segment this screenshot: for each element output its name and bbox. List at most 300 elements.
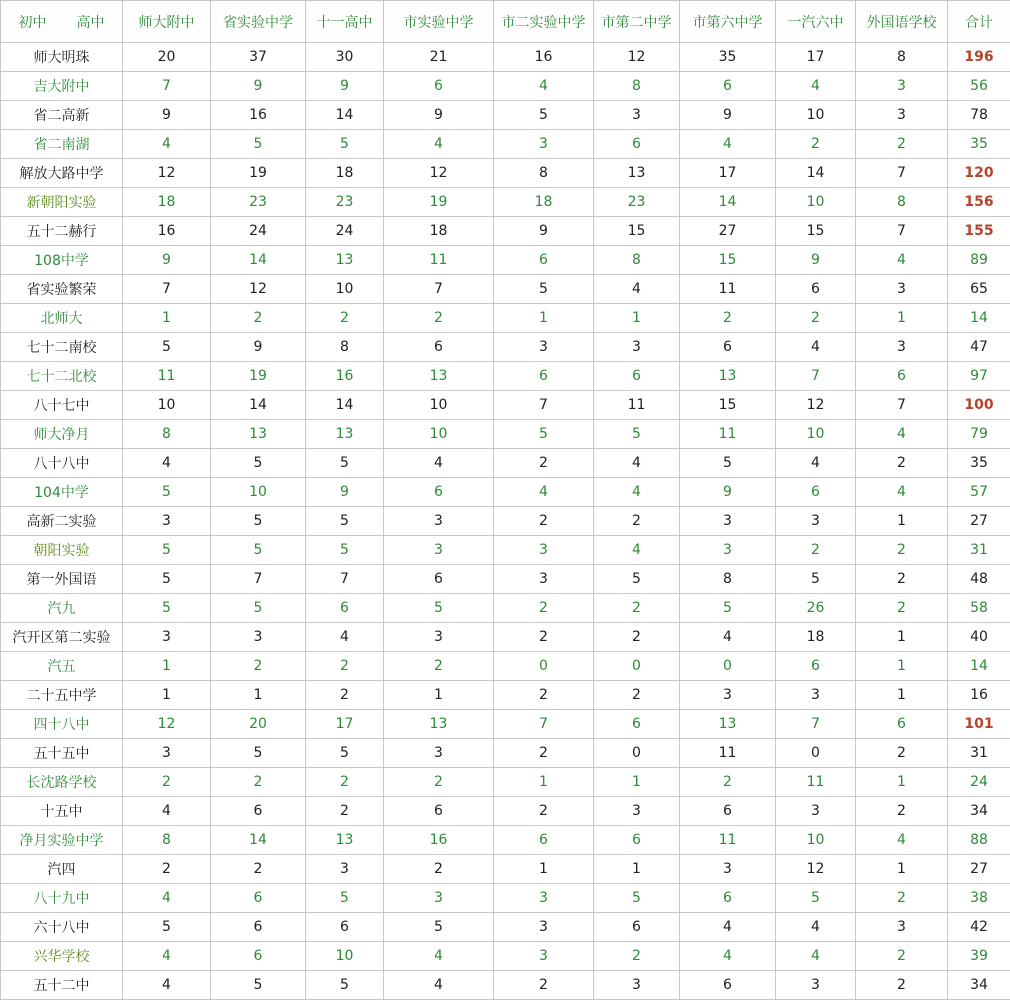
value-cell: 10: [123, 391, 211, 420]
total-cell: 14: [948, 304, 1010, 333]
value-cell: 5: [494, 101, 594, 130]
table-row: [1, 942, 1010, 971]
value-cell: 3: [680, 681, 776, 710]
corner-right-label: 高中: [77, 12, 105, 32]
value-cell: 2: [306, 304, 384, 333]
value-cell: 20: [211, 710, 306, 739]
value-cell: 5: [211, 594, 306, 623]
value-cell: 5: [494, 420, 594, 449]
value-cell: 12: [123, 710, 211, 739]
value-cell: 14: [306, 101, 384, 130]
value-cell: 5: [211, 536, 306, 565]
table-row: [1, 594, 1010, 623]
value-cell: 6: [776, 652, 856, 681]
value-cell: 6: [594, 826, 680, 855]
total-cell: 24: [948, 768, 1010, 797]
table-row: [1, 304, 1010, 333]
value-cell: 9: [494, 217, 594, 246]
value-cell: 7: [494, 710, 594, 739]
value-cell: 6: [594, 913, 680, 942]
column-header: 一汽六中: [776, 1, 856, 43]
value-cell: 5: [384, 913, 494, 942]
value-cell: 8: [594, 72, 680, 101]
value-cell: 15: [776, 217, 856, 246]
value-cell: 5: [123, 333, 211, 362]
value-cell: 7: [776, 710, 856, 739]
value-cell: 3: [211, 623, 306, 652]
value-cell: 5: [594, 420, 680, 449]
value-cell: 3: [494, 565, 594, 594]
value-cell: 8: [594, 246, 680, 275]
value-cell: 8: [123, 826, 211, 855]
school-name-cell: 省实验繁荣: [1, 275, 123, 304]
value-cell: 2: [856, 884, 948, 913]
value-cell: 16: [384, 826, 494, 855]
value-cell: 1: [594, 304, 680, 333]
school-name-cell: 朝阳实验: [1, 536, 123, 565]
table-row: [1, 275, 1010, 304]
value-cell: 5: [306, 130, 384, 159]
value-cell: 14: [776, 159, 856, 188]
value-cell: 3: [306, 855, 384, 884]
value-cell: 14: [680, 188, 776, 217]
value-cell: 2: [856, 565, 948, 594]
column-header: 十一高中: [306, 1, 384, 43]
value-cell: 24: [306, 217, 384, 246]
table-row: [1, 710, 1010, 739]
value-cell: 18: [776, 623, 856, 652]
value-cell: 5: [594, 884, 680, 913]
value-cell: 0: [494, 652, 594, 681]
total-cell: 58: [948, 594, 1010, 623]
value-cell: 10: [211, 478, 306, 507]
total-cell: 34: [948, 797, 1010, 826]
value-cell: 1: [856, 681, 948, 710]
value-cell: 6: [776, 275, 856, 304]
column-header: 市第六中学: [680, 1, 776, 43]
value-cell: 3: [680, 855, 776, 884]
value-cell: 5: [384, 594, 494, 623]
value-cell: 6: [306, 594, 384, 623]
value-cell: 3: [776, 971, 856, 1000]
value-cell: 23: [594, 188, 680, 217]
value-cell: 2: [594, 623, 680, 652]
value-cell: 6: [384, 72, 494, 101]
school-name-cell: 七十二北校: [1, 362, 123, 391]
value-cell: 3: [494, 333, 594, 362]
header-row: [1, 1, 1010, 43]
value-cell: 5: [594, 565, 680, 594]
value-cell: 8: [680, 565, 776, 594]
total-cell: 48: [948, 565, 1010, 594]
value-cell: 5: [211, 971, 306, 1000]
value-cell: 17: [306, 710, 384, 739]
school-name-cell: 五十五中: [1, 739, 123, 768]
value-cell: 3: [680, 536, 776, 565]
value-cell: 4: [594, 449, 680, 478]
value-cell: 2: [384, 652, 494, 681]
value-cell: 17: [776, 43, 856, 72]
value-cell: 0: [776, 739, 856, 768]
table-row: [1, 565, 1010, 594]
school-name-cell: 四十八中: [1, 710, 123, 739]
value-cell: 5: [306, 739, 384, 768]
value-cell: 13: [384, 710, 494, 739]
total-cell: 38: [948, 884, 1010, 913]
value-cell: 3: [776, 507, 856, 536]
value-cell: 0: [680, 652, 776, 681]
value-cell: 4: [123, 884, 211, 913]
table-row: [1, 884, 1010, 913]
value-cell: 2: [856, 536, 948, 565]
value-cell: 5: [306, 536, 384, 565]
value-cell: 10: [306, 942, 384, 971]
value-cell: 5: [776, 565, 856, 594]
value-cell: 3: [680, 507, 776, 536]
value-cell: 1: [211, 681, 306, 710]
value-cell: 5: [306, 507, 384, 536]
school-name-cell: 汽九: [1, 594, 123, 623]
total-cell: 14: [948, 652, 1010, 681]
value-cell: 6: [494, 246, 594, 275]
table-header: [1, 1, 1010, 43]
column-header: 市实验中学: [384, 1, 494, 43]
school-name-cell: 长沈路学校: [1, 768, 123, 797]
value-cell: 4: [680, 130, 776, 159]
total-cell: 78: [948, 101, 1010, 130]
value-cell: 15: [680, 391, 776, 420]
value-cell: 8: [306, 333, 384, 362]
value-cell: 7: [856, 217, 948, 246]
value-cell: 6: [680, 333, 776, 362]
value-cell: 6: [776, 478, 856, 507]
value-cell: 9: [384, 101, 494, 130]
value-cell: 1: [494, 768, 594, 797]
value-cell: 4: [384, 449, 494, 478]
value-cell: 11: [384, 246, 494, 275]
value-cell: 2: [384, 304, 494, 333]
value-cell: 5: [211, 739, 306, 768]
value-cell: 16: [306, 362, 384, 391]
value-cell: 8: [123, 420, 211, 449]
value-cell: 7: [306, 565, 384, 594]
value-cell: 3: [123, 739, 211, 768]
value-cell: 2: [494, 971, 594, 1000]
school-name-cell: 七十二南校: [1, 333, 123, 362]
value-cell: 18: [306, 159, 384, 188]
value-cell: 18: [384, 217, 494, 246]
table-row: [1, 536, 1010, 565]
total-column-header: 合计: [948, 1, 1010, 43]
value-cell: 4: [856, 478, 948, 507]
value-cell: 4: [776, 942, 856, 971]
value-cell: 2: [594, 594, 680, 623]
value-cell: 12: [211, 275, 306, 304]
school-name-cell: 五十二赫行: [1, 217, 123, 246]
value-cell: 3: [594, 101, 680, 130]
value-cell: 19: [384, 188, 494, 217]
value-cell: 10: [776, 188, 856, 217]
value-cell: 6: [594, 362, 680, 391]
value-cell: 13: [680, 710, 776, 739]
value-cell: 3: [776, 681, 856, 710]
total-cell: 27: [948, 507, 1010, 536]
value-cell: 2: [211, 768, 306, 797]
value-cell: 0: [594, 739, 680, 768]
value-cell: 1: [594, 768, 680, 797]
school-name-cell: 八十九中: [1, 884, 123, 913]
value-cell: 17: [680, 159, 776, 188]
value-cell: 4: [123, 130, 211, 159]
value-cell: 2: [680, 768, 776, 797]
school-name-cell: 八十七中: [1, 391, 123, 420]
value-cell: 10: [776, 101, 856, 130]
value-cell: 24: [211, 217, 306, 246]
value-cell: 11: [680, 420, 776, 449]
table-row: [1, 826, 1010, 855]
total-cell: 79: [948, 420, 1010, 449]
value-cell: 4: [306, 623, 384, 652]
value-cell: 3: [384, 536, 494, 565]
table-row: [1, 623, 1010, 652]
table-row: [1, 913, 1010, 942]
value-cell: 2: [494, 507, 594, 536]
table-row: [1, 420, 1010, 449]
total-cell: 31: [948, 739, 1010, 768]
school-name-cell: 十五中: [1, 797, 123, 826]
value-cell: 4: [494, 72, 594, 101]
total-cell: 42: [948, 913, 1010, 942]
value-cell: 10: [776, 420, 856, 449]
value-cell: 3: [494, 884, 594, 913]
value-cell: 6: [384, 333, 494, 362]
value-cell: 2: [856, 797, 948, 826]
value-cell: 4: [384, 971, 494, 1000]
total-cell: 120: [948, 159, 1010, 188]
school-name-cell: 北师大: [1, 304, 123, 333]
value-cell: 2: [494, 594, 594, 623]
value-cell: 4: [594, 275, 680, 304]
value-cell: 1: [123, 304, 211, 333]
value-cell: 5: [680, 449, 776, 478]
value-cell: 10: [384, 420, 494, 449]
column-header: 外国语学校: [856, 1, 948, 43]
table-row: [1, 507, 1010, 536]
value-cell: 19: [211, 362, 306, 391]
school-name-cell: 104中学: [1, 478, 123, 507]
value-cell: 2: [384, 855, 494, 884]
value-cell: 6: [211, 942, 306, 971]
value-cell: 4: [494, 478, 594, 507]
value-cell: 9: [776, 246, 856, 275]
value-cell: 11: [594, 391, 680, 420]
value-cell: 4: [384, 130, 494, 159]
value-cell: 3: [494, 536, 594, 565]
value-cell: 26: [776, 594, 856, 623]
value-cell: 2: [306, 768, 384, 797]
value-cell: 3: [594, 971, 680, 1000]
table-row: [1, 188, 1010, 217]
value-cell: 3: [494, 913, 594, 942]
value-cell: 2: [494, 739, 594, 768]
value-cell: 18: [494, 188, 594, 217]
column-header: 师大附中: [123, 1, 211, 43]
value-cell: 13: [306, 246, 384, 275]
value-cell: 3: [494, 942, 594, 971]
value-cell: 16: [211, 101, 306, 130]
value-cell: 3: [384, 507, 494, 536]
value-cell: 14: [211, 246, 306, 275]
value-cell: 21: [384, 43, 494, 72]
value-cell: 9: [211, 72, 306, 101]
school-name-cell: 兴华学校: [1, 942, 123, 971]
school-name-cell: 师大净月: [1, 420, 123, 449]
school-name-cell: 八十八中: [1, 449, 123, 478]
total-cell: 39: [948, 942, 1010, 971]
value-cell: 7: [123, 275, 211, 304]
total-cell: 40: [948, 623, 1010, 652]
value-cell: 2: [494, 797, 594, 826]
value-cell: 2: [856, 130, 948, 159]
table-row: [1, 652, 1010, 681]
value-cell: 15: [680, 246, 776, 275]
value-cell: 8: [856, 188, 948, 217]
value-cell: 2: [594, 507, 680, 536]
value-cell: 1: [384, 681, 494, 710]
value-cell: 1: [856, 507, 948, 536]
table-row: [1, 333, 1010, 362]
value-cell: 13: [594, 159, 680, 188]
value-cell: 4: [594, 536, 680, 565]
value-cell: 6: [680, 971, 776, 1000]
value-cell: 2: [123, 855, 211, 884]
total-cell: 196: [948, 43, 1010, 72]
value-cell: 12: [594, 43, 680, 72]
value-cell: 27: [680, 217, 776, 246]
value-cell: 4: [856, 420, 948, 449]
table-row: [1, 681, 1010, 710]
value-cell: 13: [211, 420, 306, 449]
total-cell: 27: [948, 855, 1010, 884]
table-row: [1, 101, 1010, 130]
value-cell: 13: [680, 362, 776, 391]
value-cell: 3: [856, 913, 948, 942]
value-cell: 4: [680, 942, 776, 971]
value-cell: 4: [776, 913, 856, 942]
column-header: 省实验中学: [211, 1, 306, 43]
value-cell: 2: [680, 304, 776, 333]
total-cell: 89: [948, 246, 1010, 275]
table-row: [1, 130, 1010, 159]
table-body: [1, 43, 1010, 1000]
value-cell: 2: [494, 681, 594, 710]
value-cell: 6: [384, 565, 494, 594]
value-cell: 4: [776, 449, 856, 478]
value-cell: 14: [306, 391, 384, 420]
value-cell: 3: [384, 623, 494, 652]
value-cell: 3: [123, 507, 211, 536]
value-cell: 11: [776, 768, 856, 797]
value-cell: 6: [680, 72, 776, 101]
value-cell: 5: [123, 565, 211, 594]
value-cell: 23: [211, 188, 306, 217]
value-cell: 15: [594, 217, 680, 246]
value-cell: 2: [594, 681, 680, 710]
value-cell: 1: [856, 652, 948, 681]
value-cell: 19: [211, 159, 306, 188]
value-cell: 6: [680, 884, 776, 913]
value-cell: 3: [123, 623, 211, 652]
value-cell: 4: [776, 72, 856, 101]
value-cell: 1: [494, 304, 594, 333]
value-cell: 5: [211, 507, 306, 536]
total-cell: 35: [948, 449, 1010, 478]
school-name-cell: 汽开区第二实验: [1, 623, 123, 652]
value-cell: 16: [123, 217, 211, 246]
value-cell: 4: [594, 478, 680, 507]
value-cell: 5: [123, 478, 211, 507]
value-cell: 9: [123, 246, 211, 275]
value-cell: 9: [211, 333, 306, 362]
value-cell: 3: [384, 739, 494, 768]
value-cell: 12: [776, 391, 856, 420]
total-cell: 47: [948, 333, 1010, 362]
table-row: [1, 391, 1010, 420]
corner-header: [1, 1, 123, 43]
value-cell: 2: [776, 536, 856, 565]
value-cell: 5: [211, 449, 306, 478]
value-cell: 5: [123, 594, 211, 623]
value-cell: 1: [856, 855, 948, 884]
total-cell: 57: [948, 478, 1010, 507]
school-name-cell: 省二高新: [1, 101, 123, 130]
value-cell: 14: [211, 391, 306, 420]
value-cell: 2: [856, 942, 948, 971]
value-cell: 14: [211, 826, 306, 855]
value-cell: 6: [211, 884, 306, 913]
value-cell: 1: [594, 855, 680, 884]
school-name-cell: 汽四: [1, 855, 123, 884]
value-cell: 3: [494, 130, 594, 159]
school-name-cell: 五十二中: [1, 971, 123, 1000]
value-cell: 2: [306, 797, 384, 826]
value-cell: 4: [123, 971, 211, 1000]
column-header: 市第二中学: [594, 1, 680, 43]
value-cell: 3: [856, 333, 948, 362]
value-cell: 5: [211, 130, 306, 159]
value-cell: 6: [856, 362, 948, 391]
value-cell: 12: [776, 855, 856, 884]
total-cell: 100: [948, 391, 1010, 420]
value-cell: 2: [494, 623, 594, 652]
value-cell: 6: [211, 913, 306, 942]
value-cell: 13: [384, 362, 494, 391]
value-cell: 11: [680, 275, 776, 304]
school-name-cell: 净月实验中学: [1, 826, 123, 855]
school-name-cell: 六十八中: [1, 913, 123, 942]
value-cell: 5: [776, 884, 856, 913]
value-cell: 3: [856, 72, 948, 101]
value-cell: 11: [123, 362, 211, 391]
value-cell: 1: [856, 304, 948, 333]
school-name-cell: 高新二实验: [1, 507, 123, 536]
school-name-cell: 吉大附中: [1, 72, 123, 101]
value-cell: 6: [211, 797, 306, 826]
value-cell: 7: [384, 275, 494, 304]
total-cell: 97: [948, 362, 1010, 391]
value-cell: 6: [494, 826, 594, 855]
value-cell: 5: [306, 449, 384, 478]
